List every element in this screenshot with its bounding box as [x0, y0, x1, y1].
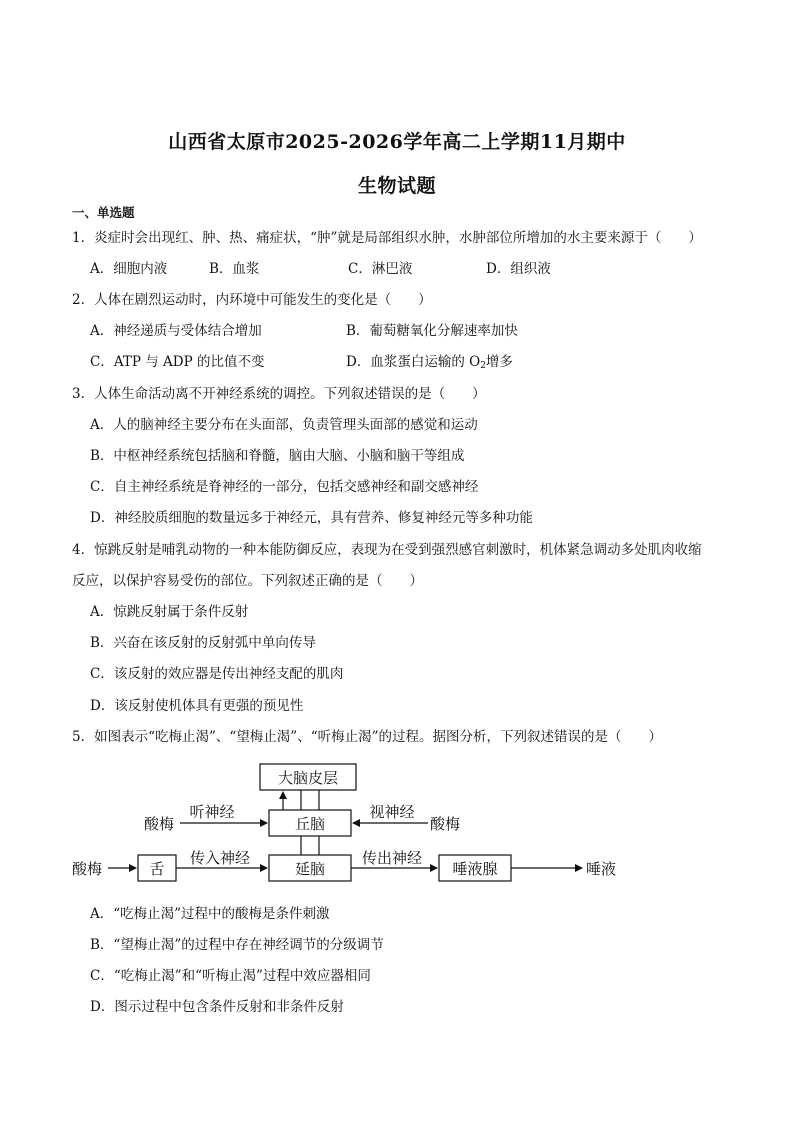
medulla-label: 延脑 — [294, 860, 326, 878]
reflex-diagram — [72, 760, 632, 890]
thalamus-label: 丘脑 — [294, 815, 326, 833]
q4-stem-line1: 4．惊跳反射是哺乳动物的一种本能防御反应，表现为在受到强烈感官刺激时，机体紧急调动多处肌肉收缩 — [72, 542, 702, 558]
q1-option-c: C．淋巴液 — [348, 261, 413, 277]
cortex-label: 大脑皮层 — [277, 769, 339, 787]
q4-option-a: A．惊跳反射属于条件反射 — [90, 604, 249, 620]
efferent-nerve-label: 传出神经 — [361, 849, 423, 867]
auditory-nerve-label: 听神经 — [189, 803, 235, 821]
page-title: 山西省太原市2025-2026学年高二上学期11月期中 — [168, 131, 626, 153]
optic-nerve-label: 视神经 — [369, 803, 415, 821]
q5-stem: 5．如图表示“吃梅止渴”、“望梅止渴”、“听梅止渴”的过程。据图分析，下列叙述错误的是（ ） — [72, 729, 662, 745]
section-heading: 一、单选题 — [72, 205, 135, 220]
q5-option-b: B．“望梅止渴”的过程中存在神经调节的分级调节 — [90, 937, 384, 953]
q2-option-b: B．葡萄糖氧化分解速率加快 — [346, 323, 518, 339]
plum-label-top-right: 酸梅 — [430, 815, 461, 833]
q4-stem-line2: 反应，以保护容易受伤的部位。下列叙述正确的是（ ） — [72, 573, 423, 589]
afferent-nerve-label: 传入神经 — [189, 849, 251, 867]
q1-option-d: D．组织液 — [486, 261, 551, 277]
q5-option-c: C．“吃梅止渴”和“听梅止渴”过程中效应器相同 — [90, 968, 371, 984]
q2-option-c: C．ATP 与 ADP 的比值不变 — [90, 354, 265, 370]
gland-label: 唾液腺 — [452, 860, 498, 878]
saliva-label: 唾液 — [586, 860, 617, 878]
q1-option-b: B．血浆 — [209, 261, 260, 277]
q2-option-d: D．血浆蛋白运输的 $O_2$增多 — [346, 354, 513, 371]
q3-option-a: A．人的脑神经主要分布在头面部，负责管理头面部的感觉和运动 — [90, 417, 478, 433]
plum-label-bottom-left: 酸梅 — [72, 860, 103, 878]
q3-option-c: C．自主神经系统是脊神经的一部分，包括交感神经和副交感神经 — [90, 479, 479, 495]
q5-option-a: A．“吃梅止渴”过程中的酸梅是条件刺激 — [90, 906, 330, 922]
q1-stem: 1．炎症时会出现红、肿、热、痛症状，“肿”就是局部组织水肿，水肿部位所增加的水主要来源于（ ） — [72, 230, 702, 246]
q5-option-d: D．图示过程中包含条件反射和非条件反射 — [90, 999, 344, 1015]
tongue-label: 舌 — [149, 860, 165, 878]
q2-stem: 2．人体在剧烈运动时，内环境中可能发生的变化是（ ） — [72, 292, 432, 308]
q4-option-c: C．该反射的效应器是传出神经支配的肌肉 — [90, 666, 344, 682]
q4-option-b: B．兴奋在该反射的反射弧中单向传导 — [90, 635, 316, 651]
q3-option-d: D．神经胶质细胞的数量远多于神经元，具有营养、修复神经元等多种功能 — [90, 510, 533, 526]
q4-option-d: D．该反射使机体具有更强的预见性 — [90, 698, 304, 714]
page-subtitle: 生物试题 — [357, 175, 436, 197]
q3-stem: 3．人体生命活动离不开神经系统的调控。下列叙述错误的是（ ） — [72, 386, 486, 402]
q2-option-a: A．神经递质与受体结合增加 — [90, 323, 262, 339]
plum-label-top-left: 酸梅 — [144, 815, 175, 833]
q3-option-b: B．中枢神经系统包括脑和脊髓，脑由大脑、小脑和脑干等组成 — [90, 448, 465, 464]
q1-option-a: A．细胞内液 — [90, 261, 168, 277]
